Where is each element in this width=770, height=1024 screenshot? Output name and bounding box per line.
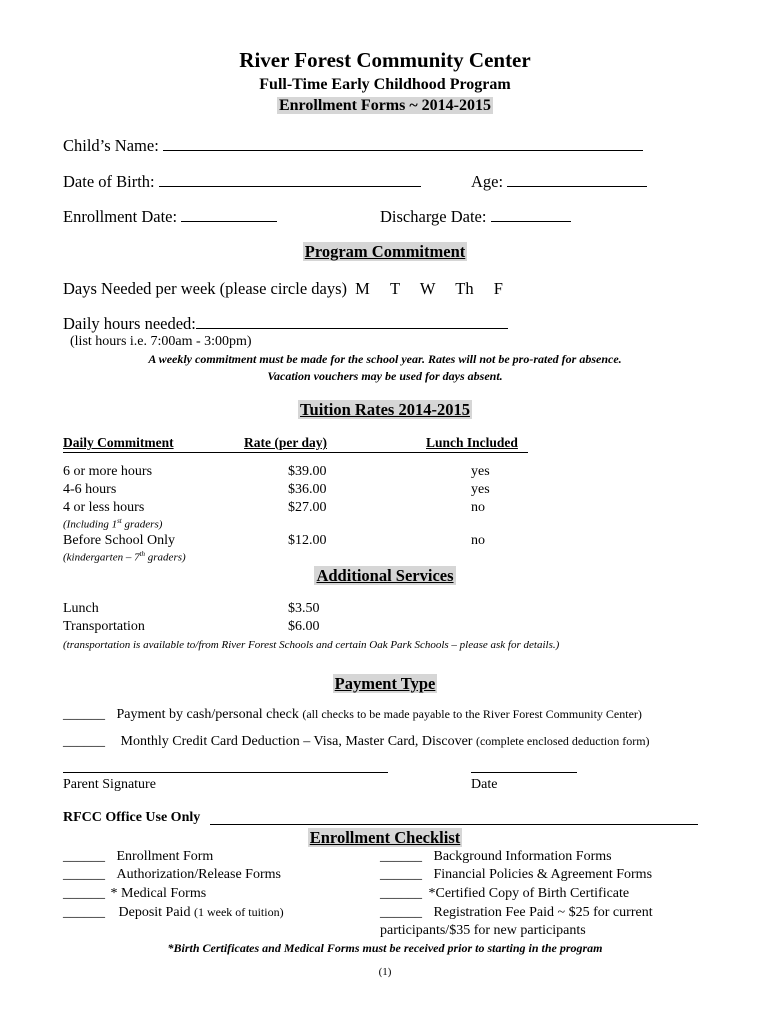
- checklist-item: [380, 849, 612, 865]
- checklist-item: [63, 886, 206, 902]
- checklist-blank[interactable]: ______: [380, 849, 422, 864]
- checklist-label: Deposit Paid: [118, 905, 191, 920]
- checklist-blank[interactable]: ______: [380, 905, 422, 920]
- k7-note: [63, 550, 186, 564]
- payment-cash-label: Payment by cash/personal check: [116, 707, 299, 722]
- k7-note-pre: (kindergarten – 7: [63, 551, 140, 564]
- hours-field[interactable]: [196, 314, 508, 329]
- age-field[interactable]: [507, 172, 647, 187]
- checklist-item: [63, 849, 213, 865]
- day-f[interactable]: F: [493, 279, 503, 298]
- day-th[interactable]: Th: [455, 279, 474, 298]
- child-name-field[interactable]: [163, 136, 643, 151]
- checklist-item: [380, 905, 653, 921]
- office-use-label: RFCC Office Use Only: [63, 810, 201, 825]
- program-commitment-title: Program Commitment: [304, 242, 466, 261]
- day-t[interactable]: T: [389, 279, 400, 298]
- payment-cash-blank[interactable]: ______: [63, 707, 105, 722]
- checklist-blank[interactable]: ______: [63, 905, 105, 920]
- checklist-item: [63, 905, 284, 921]
- k7-note-sup: th: [139, 550, 146, 558]
- payment-card-note: (complete enclosed deduction form): [475, 734, 650, 748]
- grade1-note-sup: st: [117, 517, 122, 525]
- payment-card-blank[interactable]: ______: [63, 734, 105, 749]
- checklist-item: [380, 867, 652, 883]
- checklist-label: Authorization/Release Forms: [116, 867, 281, 882]
- tuition-row-lunch: no: [471, 533, 485, 548]
- service-label: Transportation: [63, 619, 145, 634]
- additional-heading: [0, 566, 770, 586]
- page-number: (1): [378, 966, 392, 978]
- checklist-item: [63, 867, 281, 883]
- hours-label: Daily hours needed:: [63, 314, 196, 333]
- forms-label-wrap: [0, 97, 770, 115]
- days-label: Days Needed per week (please circle days): [63, 279, 348, 298]
- checklist-blank[interactable]: ______: [63, 867, 105, 882]
- col-header-lunch: Lunch Included: [426, 435, 518, 450]
- day-m[interactable]: M: [355, 279, 370, 298]
- tuition-row-rate: $12.00: [288, 533, 327, 548]
- grade1-note-post: graders): [121, 518, 163, 531]
- tuition-row-lunch: no: [471, 500, 485, 515]
- tuition-row-label: Before School Only: [63, 533, 175, 548]
- col-header-rate: Rate (per day): [244, 435, 327, 450]
- discharge-date-row: [380, 207, 571, 227]
- days-row: [63, 279, 503, 299]
- signature-line[interactable]: [63, 772, 388, 773]
- enrollment-date-label: Enrollment Date:: [63, 207, 178, 226]
- tuition-row-label: 6 or more hours: [63, 464, 153, 479]
- checklist-blank[interactable]: ______: [63, 886, 105, 901]
- service-rate: $3.50: [288, 601, 320, 616]
- checklist-blank[interactable]: ______: [380, 886, 422, 901]
- discharge-date-label: Discharge Date:: [380, 207, 487, 226]
- payment-cash-note: (all checks to be made payable to the River Forest Community Center): [302, 707, 642, 721]
- child-name-row: [63, 136, 643, 156]
- date-label: Date: [471, 777, 498, 792]
- tuition-heading: [0, 400, 770, 420]
- checklist-label: Registration Fee Paid ~ $25 for current: [433, 905, 653, 920]
- payment-option-cash: [63, 707, 642, 723]
- page-title: River Forest Community Center: [239, 48, 531, 72]
- payment-title: Payment Type: [334, 674, 436, 693]
- dob-row: [63, 172, 421, 192]
- commitment-note-1: A weekly commitment must be made for the school year. Rates will not be pro-rated for absence.: [148, 352, 622, 366]
- checklist-label: Background Information Forms: [433, 849, 612, 864]
- grade1-note-pre: (Including 1: [63, 518, 118, 531]
- checklist-heading: [0, 828, 770, 848]
- discharge-date-field[interactable]: [491, 207, 571, 222]
- forms-label: Enrollment Forms ~ 2014-2015: [278, 97, 491, 114]
- table-header-rule: [63, 452, 528, 453]
- hours-hint: (list hours i.e. 7:00am - 3:00pm): [70, 334, 252, 349]
- checklist-label: Enrollment Form: [116, 849, 214, 864]
- service-label: Lunch: [63, 601, 99, 616]
- checklist-title: Enrollment Checklist: [309, 828, 461, 847]
- col-header-commitment: Daily Commitment: [63, 435, 174, 450]
- checklist-label: Financial Policies & Agreement Forms: [433, 867, 653, 882]
- age-row: [471, 172, 647, 192]
- program-commitment-heading: [0, 242, 770, 262]
- office-use-rule: [210, 824, 698, 825]
- checklist-note: (1 week of tuition): [193, 905, 284, 919]
- tuition-row-label: 4 or less hours: [63, 500, 145, 515]
- payment-card-label: Monthly Credit Card Deduction – Visa, Master Card, Discover: [120, 734, 473, 749]
- grade1-note: [63, 517, 162, 531]
- service-rate: $6.00: [288, 619, 320, 634]
- tuition-row-lunch: yes: [471, 464, 490, 479]
- additional-title: Additional Services: [316, 566, 454, 585]
- tuition-row-rate: $39.00: [288, 464, 327, 479]
- program-subtitle: Full-Time Early Childhood Program: [259, 76, 511, 93]
- payment-heading: [0, 674, 770, 694]
- checklist-blank[interactable]: ______: [63, 849, 105, 864]
- hours-row: [63, 314, 508, 334]
- commitment-note-2: Vacation vouchers may be used for days absent.: [267, 369, 503, 383]
- transportation-note: (transportation is available to/from River Forest Schools and certain Oak Park Schools – please ask for details.): [63, 639, 560, 651]
- footer-note: *Birth Certificates and Medical Forms must be received prior to starting in the program: [167, 941, 603, 955]
- child-name-label: Child’s Name:: [63, 136, 159, 155]
- checklist-label: *Certified Copy of Birth Certificate: [428, 886, 630, 901]
- dob-field[interactable]: [159, 172, 421, 187]
- age-label: Age:: [471, 172, 504, 191]
- signature-label: Parent Signature: [63, 777, 156, 792]
- payment-option-card: [63, 734, 650, 750]
- day-w[interactable]: W: [419, 279, 436, 298]
- checklist-blank[interactable]: ______: [380, 867, 422, 882]
- tuition-row-lunch: yes: [471, 482, 490, 497]
- checklist-item-cont: participants/$35 for new participants: [380, 923, 586, 938]
- tuition-title: Tuition Rates 2014-2015: [300, 400, 470, 419]
- enrollment-date-field[interactable]: [181, 207, 277, 222]
- checklist-label: * Medical Forms: [110, 886, 207, 901]
- checklist-item: [380, 886, 629, 902]
- tuition-row-rate: $36.00: [288, 482, 327, 497]
- tuition-row-label: 4-6 hours: [63, 482, 117, 497]
- date-line[interactable]: [471, 772, 577, 773]
- tuition-row-rate: $27.00: [288, 500, 327, 515]
- dob-label: Date of Birth:: [63, 172, 155, 191]
- k7-note-post: graders): [145, 551, 186, 564]
- enrollment-date-row: [63, 207, 277, 227]
